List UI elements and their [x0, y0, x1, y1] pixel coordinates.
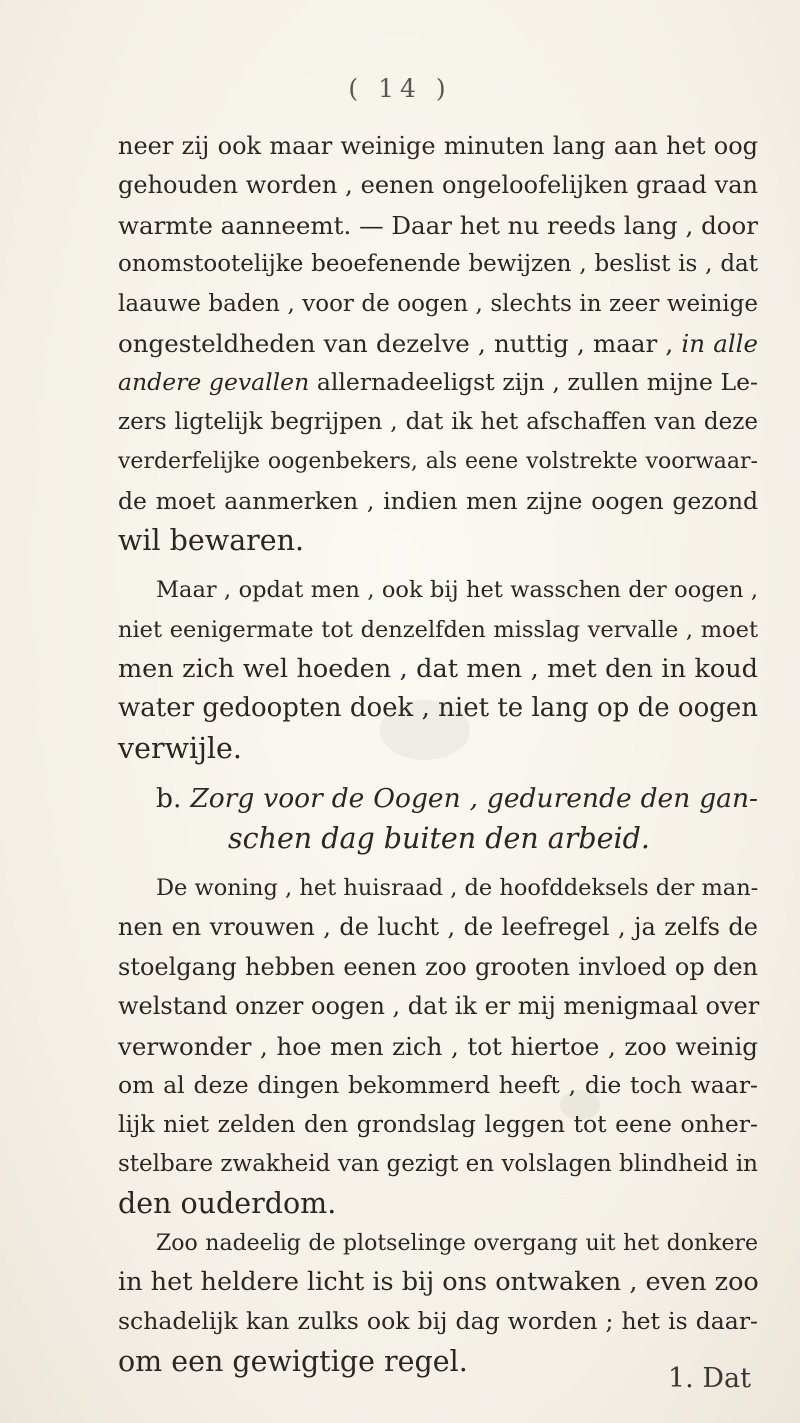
text-line: neer zij ook maar weinige minuten lang aan het oog [118, 132, 758, 160]
text-segment: ongesteldheden van dezelve , nuttig , maar , [118, 328, 674, 358]
paragraph-first-line: Zoo nadeelig de plotselinge overgang uit het donkere [156, 1230, 758, 1256]
italic-segment: andere gevallen [118, 368, 310, 397]
section-heading-continued [118, 819, 758, 858]
text-line: stoelgang hebben eenen zoo grooten invloed op den [118, 952, 758, 981]
text-line: de moet aanmerken , indien men zijne oogen gezond [118, 486, 758, 515]
text-line [118, 324, 758, 363]
section-title: Zorg voor de Oogen , gedurende den gan- [190, 783, 758, 815]
paragraph-first-line: De woning , het huisraad , de hoofddeksels der man- [156, 875, 759, 902]
text-line: stelbare zwakheid van gezigt en volslagen blindheid in [118, 1150, 758, 1177]
text-line: verderfelijke oogenbekers, als eene volstrekte voorwaar- [118, 449, 758, 475]
text-line: schadelijk kan zulks ook bij dag worden ; het is daar- [118, 1307, 758, 1336]
text-line: om een gewigtige regel. [118, 1344, 468, 1378]
text-line: niet eenigermate tot denzelfden misslag vervalle , moet [118, 616, 758, 643]
section-number: b. [156, 783, 182, 815]
text-line: lijk niet zelden den grondslag leggen tot eene onher- [118, 1110, 758, 1139]
text-line: nen en vrouwen , de lucht , de leefregel , ja zelfs de [118, 913, 758, 942]
text-line: zers ligtelijk begrijpen , dat ik het afschaffen van deze [118, 408, 758, 435]
text-line: den ouderdom. [118, 1187, 337, 1221]
text-line: water gedoopten doek , niet te lang op de oogen [118, 693, 758, 724]
section-heading [118, 779, 758, 818]
italic-segment: in alle [681, 328, 758, 358]
paragraph-first-line: Maar , opdat men , ook bij het wasschen der oogen , [156, 577, 758, 604]
section-title-continued: schen dag buiten den arbeid. [228, 821, 650, 855]
text-segment: allernadeeligst zijn , zullen mijne Le- [316, 368, 758, 397]
text-line: verwonder , hoe men zich , tot hiertoe , zoo weinig [118, 1031, 758, 1061]
text-line: men zich wel hoeden , dat men , met den in koud [118, 654, 758, 685]
text-line: laauwe baden , voor de oogen , slechts in zeer weinige [118, 290, 758, 317]
text-line: om al deze dingen bekommerd heeft , die toch waar- [118, 1070, 758, 1099]
text-line [118, 363, 758, 402]
page-number: ( 14 ) [348, 74, 452, 103]
catchword: 1. Dat [668, 1363, 751, 1394]
text-line: gehouden worden , eenen ongeloofelijken graad van [118, 171, 758, 200]
text-line: welstand onzer oogen , dat ik er mij menigmaal over [118, 992, 760, 1021]
text-line: verwijle. [118, 731, 242, 765]
text-line: warmte aanneemt. — Daar het nu reeds lang , door [118, 210, 758, 240]
page-body [118, 127, 758, 1381]
text-line: onomstootelijke beoefenende bewijzen , beslist is , dat [118, 251, 758, 278]
text-line: wil bewaren. [118, 523, 305, 557]
text-line: in het heldere licht is bij ons ontwaken , even zoo [118, 1266, 759, 1297]
